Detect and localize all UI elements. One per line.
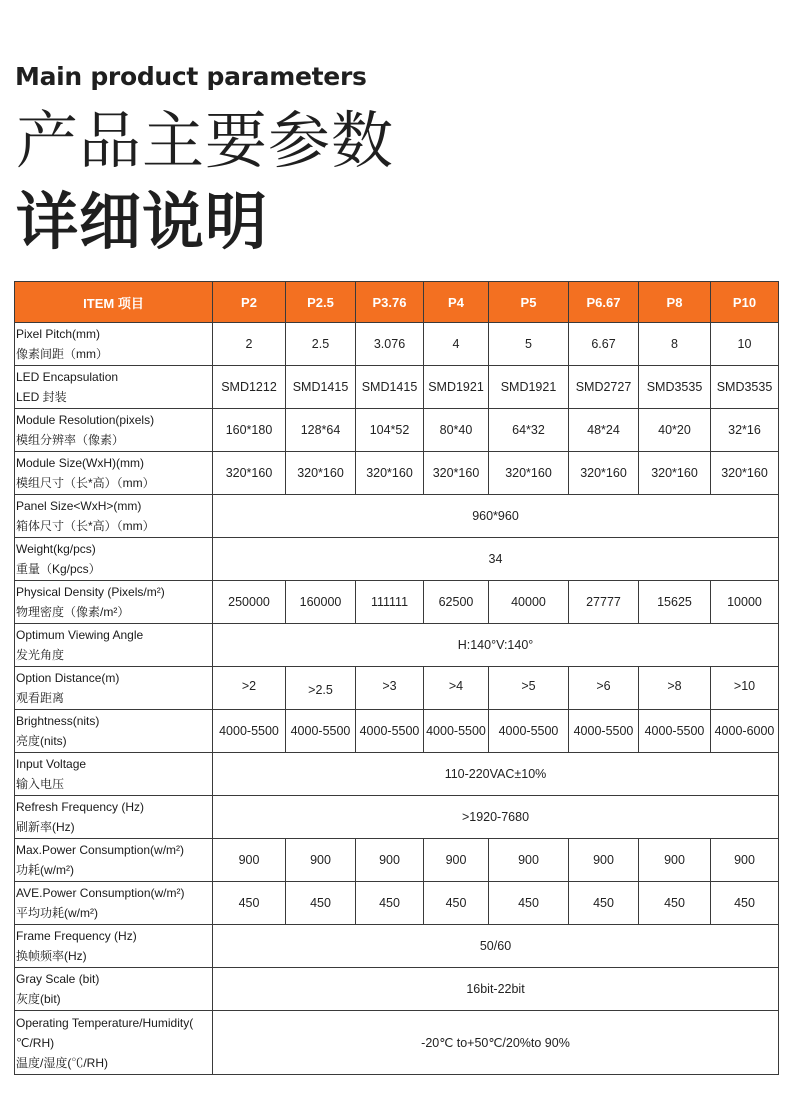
table-cell: 2	[213, 323, 286, 366]
table-cell: 450	[424, 882, 489, 925]
table-cell: 4	[424, 323, 489, 366]
row-label	[15, 968, 213, 1011]
row-label	[15, 409, 213, 452]
merged-cell: 110-220VAC±10%	[213, 753, 779, 796]
table-row	[15, 538, 779, 581]
table-cell: 4000-5500	[286, 710, 356, 753]
row-label-en: Weight(kg/pcs)	[16, 542, 96, 556]
table-row	[15, 495, 779, 538]
row-label-en: Frame Frequency (Hz)	[16, 929, 137, 943]
table-cell: SMD3535	[711, 366, 779, 409]
row-label-en: Module Resolution(pixels)	[16, 413, 155, 427]
row-label-cn: 输入电压	[16, 777, 65, 791]
table-cell: 4000-5500	[213, 710, 286, 753]
row-label-cn: 箱体尺寸（长*高）（mm）	[16, 519, 155, 533]
table-cell: SMD1415	[356, 366, 424, 409]
spec-table	[14, 281, 779, 1075]
column-header: P8	[639, 282, 711, 323]
row-label-cn: 物理密度（像素/m²）	[16, 605, 130, 619]
table-cell: 104*52	[356, 409, 424, 452]
table-row	[15, 968, 779, 1011]
row-label-en: Pixel Pitch(mm)	[16, 327, 101, 341]
row-label	[15, 538, 213, 581]
table-cell: 900	[286, 839, 356, 882]
column-header: P2	[213, 282, 286, 323]
merged-cell: >1920-7680	[213, 796, 779, 839]
row-label-cn: 灰度(bit)	[16, 992, 61, 1006]
heading-chinese-title: 产品主要参数	[16, 104, 395, 177]
table-row	[15, 882, 779, 925]
table-cell: 4000-6000	[711, 710, 779, 753]
table-cell: 450	[356, 882, 424, 925]
table-row	[15, 925, 779, 968]
table-row	[15, 452, 779, 495]
table-cell: 64*32	[489, 409, 569, 452]
table-cell: 128*64	[286, 409, 356, 452]
table-cell: >4	[424, 667, 489, 710]
table-cell: 900	[639, 839, 711, 882]
table-cell: 900	[356, 839, 424, 882]
row-label	[15, 667, 213, 710]
table-cell: >8	[639, 667, 711, 710]
table-row	[15, 839, 779, 882]
table-cell: 900	[569, 839, 639, 882]
table-cell: 450	[639, 882, 711, 925]
table-cell: 4000-5500	[424, 710, 489, 753]
table-cell: 15625	[639, 581, 711, 624]
row-label-cn: 重量（Kg/pcs）	[16, 562, 101, 576]
row-label	[15, 581, 213, 624]
table-cell: 320*160	[286, 452, 356, 495]
table-cell: 320*160	[213, 452, 286, 495]
row-label-cn: 模组尺寸（长*高）（mm）	[16, 476, 155, 490]
table-cell: SMD1212	[213, 366, 286, 409]
table-cell: 320*160	[711, 452, 779, 495]
table-cell: 40000	[489, 581, 569, 624]
table-cell: 80*40	[424, 409, 489, 452]
table-cell: >5	[489, 667, 569, 710]
table-cell: 320*160	[489, 452, 569, 495]
table-row	[15, 796, 779, 839]
row-label-cn: 观看距离	[16, 691, 65, 705]
table-cell: 6.67	[569, 323, 639, 366]
table-cell: SMD3535	[639, 366, 711, 409]
table-cell: 450	[711, 882, 779, 925]
table-cell: 3.076	[356, 323, 424, 366]
table-cell: 160000	[286, 581, 356, 624]
merged-cell: H:140°V:140°	[213, 624, 779, 667]
row-label-en: Max.Power Consumption(w/m²)	[16, 843, 185, 857]
merged-cell: -20℃ to+50℃/20%to 90%	[213, 1011, 779, 1075]
table-cell: >6	[569, 667, 639, 710]
merged-cell: 34	[213, 538, 779, 581]
table-cell: 4000-5500	[489, 710, 569, 753]
table-row	[15, 366, 779, 409]
table-cell: 320*160	[639, 452, 711, 495]
row-label-en: Operating Temperature/Humidity(	[16, 1015, 194, 1030]
table-cell: 111111	[356, 581, 424, 624]
table-cell: 4000-5500	[639, 710, 711, 753]
table-cell: 250000	[213, 581, 286, 624]
column-header: P5	[489, 282, 569, 323]
table-cell: 27777	[569, 581, 639, 624]
row-label-en: Module Size(WxH)(mm)	[16, 456, 145, 470]
table-cell: 900	[711, 839, 779, 882]
table-cell: 40*20	[639, 409, 711, 452]
table-cell: SMD1921	[489, 366, 569, 409]
table-cell: 900	[213, 839, 286, 882]
row-label	[15, 753, 213, 796]
row-label	[15, 495, 213, 538]
row-label-en: Refresh Frequency (Hz)	[16, 800, 145, 814]
table-cell: 10	[711, 323, 779, 366]
table-cell: >2.5	[286, 667, 356, 710]
table-cell: >2	[213, 667, 286, 710]
row-label-en: Input Voltage	[16, 757, 87, 771]
table-cell: 10000	[711, 581, 779, 624]
row-label-cn: LED 封装	[16, 390, 67, 404]
column-header: P3.76	[356, 282, 424, 323]
row-label	[15, 624, 213, 667]
table-row	[15, 581, 779, 624]
table-cell: SMD2727	[569, 366, 639, 409]
table-cell: >10	[711, 667, 779, 710]
row-label-en: LED Encapsulation	[16, 370, 119, 384]
row-label-en-cont: ℃/RH)	[16, 1035, 55, 1050]
heading-english: Main product parameters	[15, 62, 367, 91]
row-label	[15, 323, 213, 366]
row-label-en: Brightness(nits)	[16, 714, 100, 728]
column-header: P10	[711, 282, 779, 323]
table-cell: 320*160	[569, 452, 639, 495]
merged-cell: 960*960	[213, 495, 779, 538]
row-label-en: Physical Density (Pixels/m²)	[16, 585, 165, 599]
row-label-cn: 模组分辨率（像素）	[16, 433, 125, 447]
row-label	[15, 796, 213, 839]
table-row	[15, 1011, 779, 1075]
row-label-cn: 换帧频率(Hz)	[16, 949, 87, 963]
table-header-row	[15, 282, 779, 323]
merged-cell: 16bit-22bit	[213, 968, 779, 1011]
row-label	[15, 1011, 213, 1075]
table-cell: 320*160	[356, 452, 424, 495]
row-label-en: AVE.Power Consumption(w/m²)	[16, 886, 185, 900]
column-header: ITEM 项目	[15, 282, 213, 323]
table-cell: SMD1921	[424, 366, 489, 409]
table-cell: 320*160	[424, 452, 489, 495]
table-cell: 450	[489, 882, 569, 925]
row-label-cn: 功耗(w/m²)	[16, 863, 74, 877]
table-cell: 62500	[424, 581, 489, 624]
table-row	[15, 710, 779, 753]
table-cell: 450	[569, 882, 639, 925]
row-label-cn: 平均功耗(w/m²)	[16, 906, 98, 920]
merged-cell: 50/60	[213, 925, 779, 968]
row-label	[15, 882, 213, 925]
row-label-cn: 发光角度	[16, 648, 65, 662]
table-cell: 5	[489, 323, 569, 366]
row-label-cn: 温度/湿度(℃/RH)	[16, 1055, 108, 1070]
row-label	[15, 839, 213, 882]
table-cell: >3	[356, 667, 424, 710]
table-cell: 900	[489, 839, 569, 882]
table-cell: 8	[639, 323, 711, 366]
table-cell: 2.5	[286, 323, 356, 366]
table-cell: 4000-5500	[569, 710, 639, 753]
row-label-en: Gray Scale (bit)	[16, 972, 100, 986]
table-cell: 4000-5500	[356, 710, 424, 753]
table-cell: 48*24	[569, 409, 639, 452]
table-cell: 900	[424, 839, 489, 882]
table-cell: 160*180	[213, 409, 286, 452]
row-label-en: Optimum Viewing Angle	[16, 628, 144, 642]
table-row	[15, 323, 779, 366]
table-row	[15, 409, 779, 452]
heading-chinese-subtitle: 详细说明	[16, 185, 269, 258]
row-label	[15, 366, 213, 409]
table-cell: SMD1415	[286, 366, 356, 409]
row-label	[15, 452, 213, 495]
table-row	[15, 624, 779, 667]
column-header: P2.5	[286, 282, 356, 323]
row-label-cn: 像素间距（mm）	[16, 347, 108, 361]
row-label-cn: 刷新率(Hz)	[16, 820, 75, 834]
table-row	[15, 753, 779, 796]
table-cell: 450	[286, 882, 356, 925]
row-label-en: Option Distance(m)	[16, 671, 120, 685]
column-header: P4	[424, 282, 489, 323]
row-label-cn: 亮度(nits)	[16, 734, 67, 748]
row-label-en: Panel Size<WxH>(mm)	[16, 499, 142, 513]
table-cell: 32*16	[711, 409, 779, 452]
row-label	[15, 925, 213, 968]
row-label	[15, 710, 213, 753]
table-row	[15, 667, 779, 710]
column-header: P6.67	[569, 282, 639, 323]
table-cell: 450	[213, 882, 286, 925]
